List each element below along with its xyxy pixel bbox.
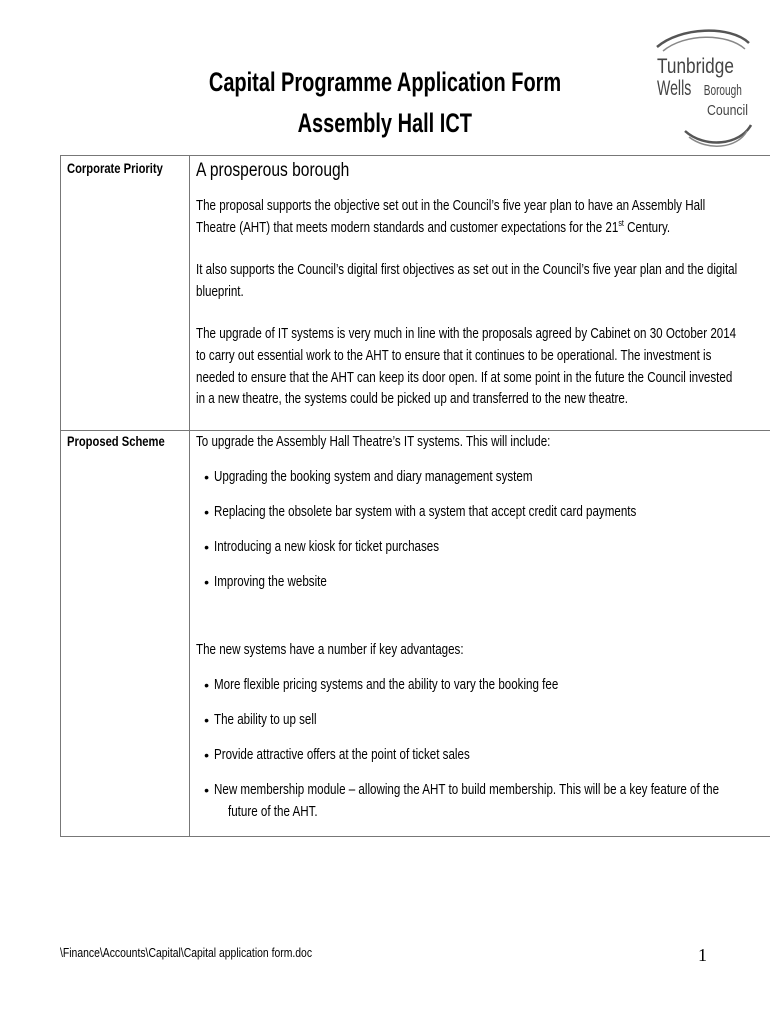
document-subtitle: Assembly Hall ICT xyxy=(297,108,473,138)
proposed-scheme-content xyxy=(190,431,770,837)
advantage-item: • The ability to up sell xyxy=(196,709,770,731)
advantage-item: • Provide attractive offers at the point of ticket sales xyxy=(196,744,770,766)
footer-file-path: \Finance\Accounts\Capital\Capital application form.doc xyxy=(60,945,313,960)
priority-paragraph-2-cont: blueprint. xyxy=(196,284,244,300)
advantage-item-cont: future of the AHT. xyxy=(228,804,318,820)
document-title: Capital Programme Application Form xyxy=(208,67,562,97)
page-number: 1 xyxy=(698,945,707,965)
scheme-intro: To upgrade the Assembly Hall Theatre’s IT systems. This will include: xyxy=(196,434,551,450)
corporate-priority-row xyxy=(61,156,770,431)
logo-line-3: Council xyxy=(707,102,749,119)
proposed-scheme-label-cell xyxy=(61,431,190,837)
council-logo xyxy=(645,25,755,155)
scheme-item: • Improving the website xyxy=(196,571,770,593)
priority-paragraph-3: The upgrade of IT systems is very much in line with the proposals agreed by Cabinet on 30 October 2014 xyxy=(196,326,737,342)
priority-paragraph-3-cont: to carry out essential work to the AHT to ensure that it continues to be operational. The investment is xyxy=(196,348,712,364)
proposed-scheme-row xyxy=(61,431,770,837)
priority-heading: A prosperous borough xyxy=(196,160,350,181)
priority-paragraph-2: It also supports the Council’s digital first objectives as set out in the Council’s five year plan and the digital xyxy=(196,262,738,278)
corporate-priority-content xyxy=(190,156,770,431)
logo-line-2: Wells Borough xyxy=(657,77,742,100)
priority-paragraph-3-cont: in a new theatre, the systems could be picked up and transferred to the new theatre. xyxy=(196,391,629,407)
scheme-item: • Upgrading the booking system and diary management system xyxy=(196,466,770,488)
priority-paragraph-1: The proposal supports the objective set out in the Council’s five year plan to have an Assembly Hall xyxy=(196,198,706,214)
application-form-table xyxy=(60,155,770,837)
advantages-intro: The new systems have a number if key advantages: xyxy=(196,642,464,658)
advantage-item: • More flexible pricing systems and the ability to vary the booking fee xyxy=(196,674,770,696)
scheme-item: • Replacing the obsolete bar system with a system that accept credit card payments xyxy=(196,501,770,523)
corporate-priority-label-cell xyxy=(61,156,190,431)
priority-paragraph-3-cont: needed to ensure that the AHT can keep its door open. If at some point in the future the Council invested xyxy=(196,370,733,386)
logo-line-1: Tunbridge xyxy=(657,55,734,78)
scheme-item: • Introducing a new kiosk for ticket purchases xyxy=(196,536,770,558)
proposed-scheme-label: Proposed Scheme xyxy=(67,433,165,449)
corporate-priority-label: Corporate Priority xyxy=(67,160,163,176)
advantage-item: • New membership module – allowing the AHT to build membership. This will be a key feature of the xyxy=(196,779,770,801)
priority-paragraph-1-cont: Theatre (AHT) that meets modern standards and customer expectations for the 21st Century. xyxy=(196,218,671,236)
